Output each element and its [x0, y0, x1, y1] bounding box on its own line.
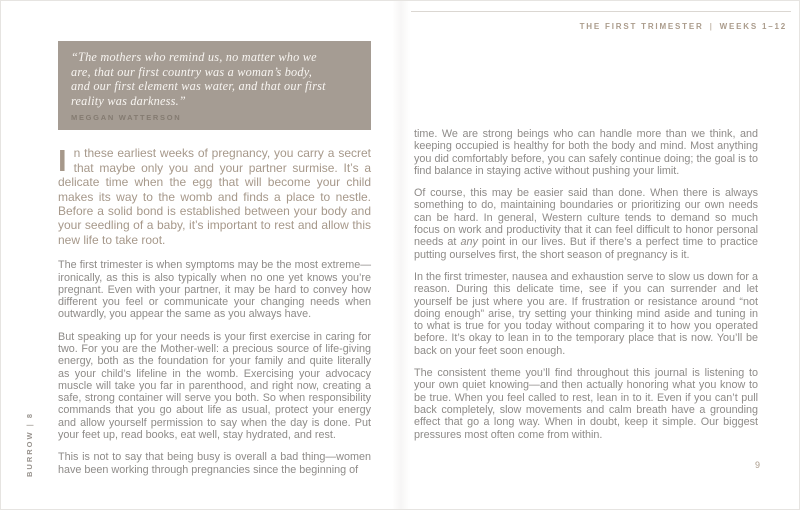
paragraph: This is not to say that being busy is overall a bad thing—women have been working through pregnancies since the beginning of	[58, 451, 371, 476]
intro-text: n these earliest weeks of pregnancy, you carry a secret that maybe only you and your partner surmise. It’s a delicate time when the egg that will become your child makes its way to the womb and finds a place to nestle. Before a solid bond is established between your body and your seedling of a baby, it’s important to rest and allow this new life to take root.	[58, 146, 371, 247]
paragraph: Of course, this may be easier said than done. When there is always something to do, maintaining boundaries or prioritizing our own needs can be hard. In general, Western culture tends to demand so much focus on work and productivity that it can feel difficult to honor personal needs at any point in our lives. But if there’s a perfect time to practice putting ourselves first, the short season of pregnancy is it.	[414, 187, 758, 261]
quote-text: “The mothers who remind us, no matter who we are, that our first country was a woman’s body, and our first element was water, and that our first reality was darkness.”	[71, 50, 326, 108]
book-title: BURROW	[25, 430, 34, 477]
paragraph: In the first trimester, nausea and exhaustion serve to slow us down for a reason. During this delicate time, see if you can surrender and let yourself be just where you are. If frustration or resistance around “not doing enough” arise, try setting your thinking mind aside and tuning in to what is true for you today without comparing it to how you operated before. It’s okay to lean in to the temporary place that is now. You’ll be back on your feet soon enough.	[414, 270, 758, 357]
chapter-title: THE FIRST TRIMESTER	[579, 22, 704, 31]
paragraph: time. We are strong beings who can handle more than we think, and keeping occupied is healthy for both the body and mind. Most anything you did comfortably before, you can safely continue doing; the goal is to find balance in staying active without pushing your limit.	[414, 128, 758, 177]
header-separator: |	[709, 22, 714, 31]
page-gutter-shadow	[392, 1, 410, 509]
header-rule	[411, 11, 791, 12]
left-body-paragraphs	[58, 259, 371, 476]
left-text-column	[58, 41, 371, 476]
right-body-paragraphs	[414, 128, 758, 441]
spine-folio	[25, 385, 34, 477]
weeks-label: WEEKS 1–12	[719, 22, 787, 31]
quote-attribution: MEGGAN WATTERSON	[71, 113, 182, 123]
epigraph-quote-block	[58, 41, 371, 130]
running-header	[580, 22, 787, 31]
right-page-number: 9	[755, 460, 761, 470]
paragraph: The consistent theme you’ll find throughout this journal is listening to your own quiet knowing—and then actually honoring what you know to be true. When you feel called to rest, lean in to it. Even if you can’t pull back completely, slow movements and calm breath have a grounding effect that go a long way. When in doubt, keep it simple. Our biggest pressures most often come from within.	[414, 367, 758, 441]
paragraph: But speaking up for your needs is your first exercise in caring for two. For you are the Mother-well: a precious source of life-giving energy, both as the foundation for your family and quite literally as your child’s lifeline in the womb. Exercising your advocacy muscle will take you far in parenthood, and right now, creating a safe, strong container will serve you both. So when responsibility commands that you go about life as usual, protect your energy and allow yourself permission to say when the day is done. Put your feet up, read books, eat well, stay hydrated, and rest.	[58, 330, 371, 442]
intro-paragraph	[58, 143, 371, 247]
left-page-number: 8	[25, 411, 34, 419]
paragraph: The first trimester is when symptoms may be the most extreme—ironically, as this is also typically when no one yet knows you’re pregnant. Even with your partner, it may be hard to convey how different you feel or communicate your changing needs when outwardly, you appear the same as you always have.	[58, 259, 371, 321]
folio-separator: |	[25, 422, 34, 427]
drop-cap: I	[58, 143, 67, 179]
